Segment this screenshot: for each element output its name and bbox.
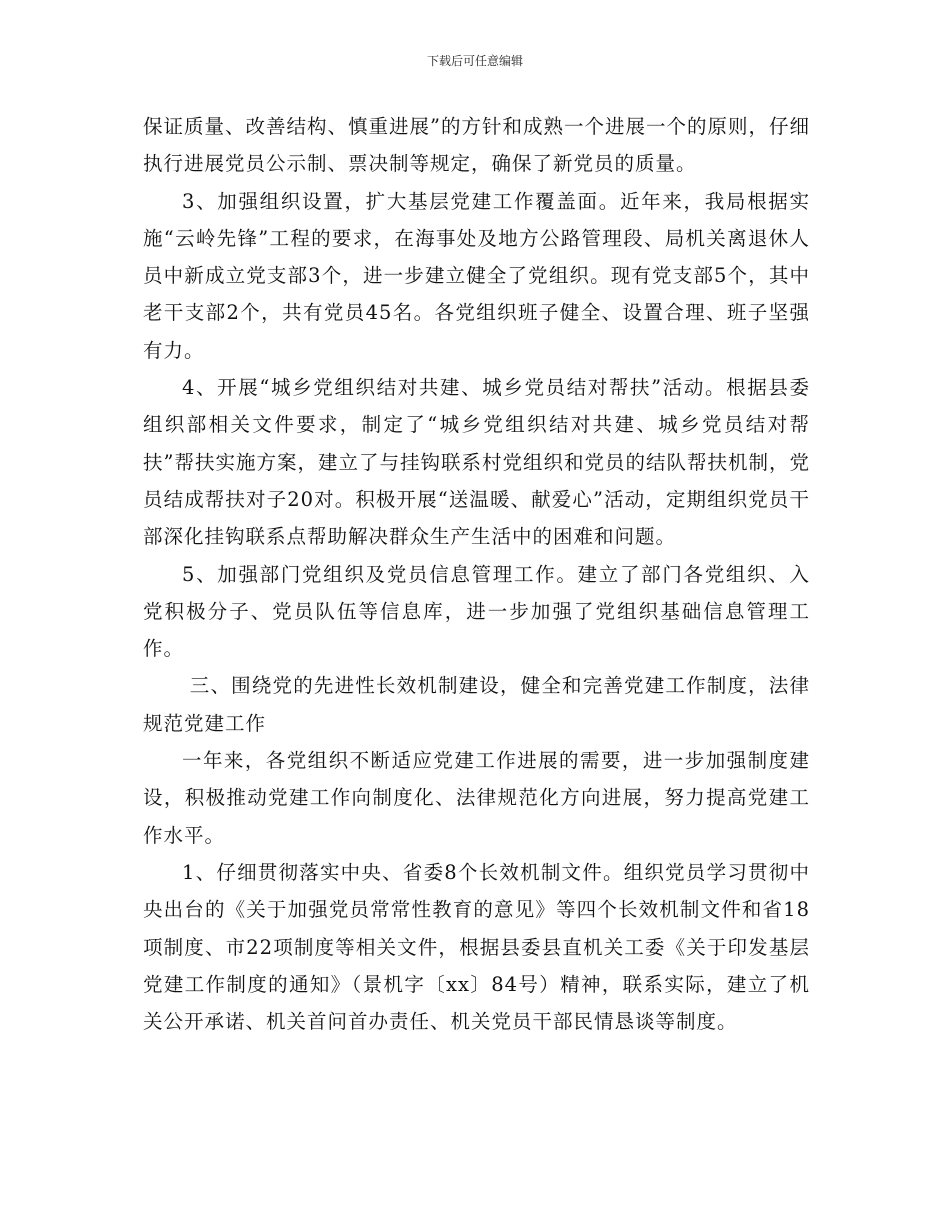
document-body (143, 108, 810, 1040)
paragraph-item-3: 3、加强组织设置，扩大基层党建工作覆盖面。近年来，我局根据实施“云岭先锋”工程的要求，在海事处及地方公路管理段、局机关离退休人员中新成立党支部3个，进一步建立健全了党组织。现有党支部5个，其中老干支部2个，共有党员45名。各党组织班子健全、设置合理、班子坚强有力。 (143, 189, 810, 362)
paragraph-item-4: 4、开展“城乡党组织结对共建、城乡党员结对帮扶”活动。根据县委组织部相关文件要求，制定了“城乡党组织结对共建、城乡党员结对帮扶”帮扶实施方案，建立了与挂钩联系村党组织和党员的结队帮扶机制，党员结成帮扶对子20对。积极开展“送温暖、献爱心”活动，定期组织党员干部深化挂钩联系点帮助解决群众生产生活中的困难和问题。 (143, 376, 810, 549)
header-note: 下载后可任意编辑 (426, 54, 523, 68)
paragraph-continuation: 保证质量、改善结构、慎重进展”的方针和成熟一个进展一个的原则，仔细执行进展党员公示制、票决制等规定，确保了新党员的质量。 (143, 115, 810, 176)
paragraph-item-1: 1、仔细贯彻落实中央、省委8个长效机制文件。组织党员学习贯彻中央出台的《关于加强党员常常性教育的意见》等四个长效机制文件和省18项制度、市22项制度等相关文件，根据县委县直机关工委《关于印发基层党建工作制度的通知》（景机字〔xx〕84号）精神，联系实际，建立了机关公开承诺、机关首问首办责任、机关党员干部民情恳谈等制度。 (143, 860, 810, 1034)
paragraph-item-5: 5、加强部门党组织及党员信息管理工作。建立了部门各党组织、入党积极分子、党员队伍等信息库，进一步加强了党组织基础信息管理工作。 (143, 562, 810, 661)
section-heading-3: 三、围绕党的先进性长效机制建设，健全和完善党建工作制度，法律规范党建工作 (143, 674, 810, 735)
paragraph-section-intro: 一年来，各党组织不断适应党建工作进展的需要，进一步加强制度建设，积极推动党建工作向制度化、法律规范化方向进展，努力提高党建工作水平。 (143, 749, 810, 847)
